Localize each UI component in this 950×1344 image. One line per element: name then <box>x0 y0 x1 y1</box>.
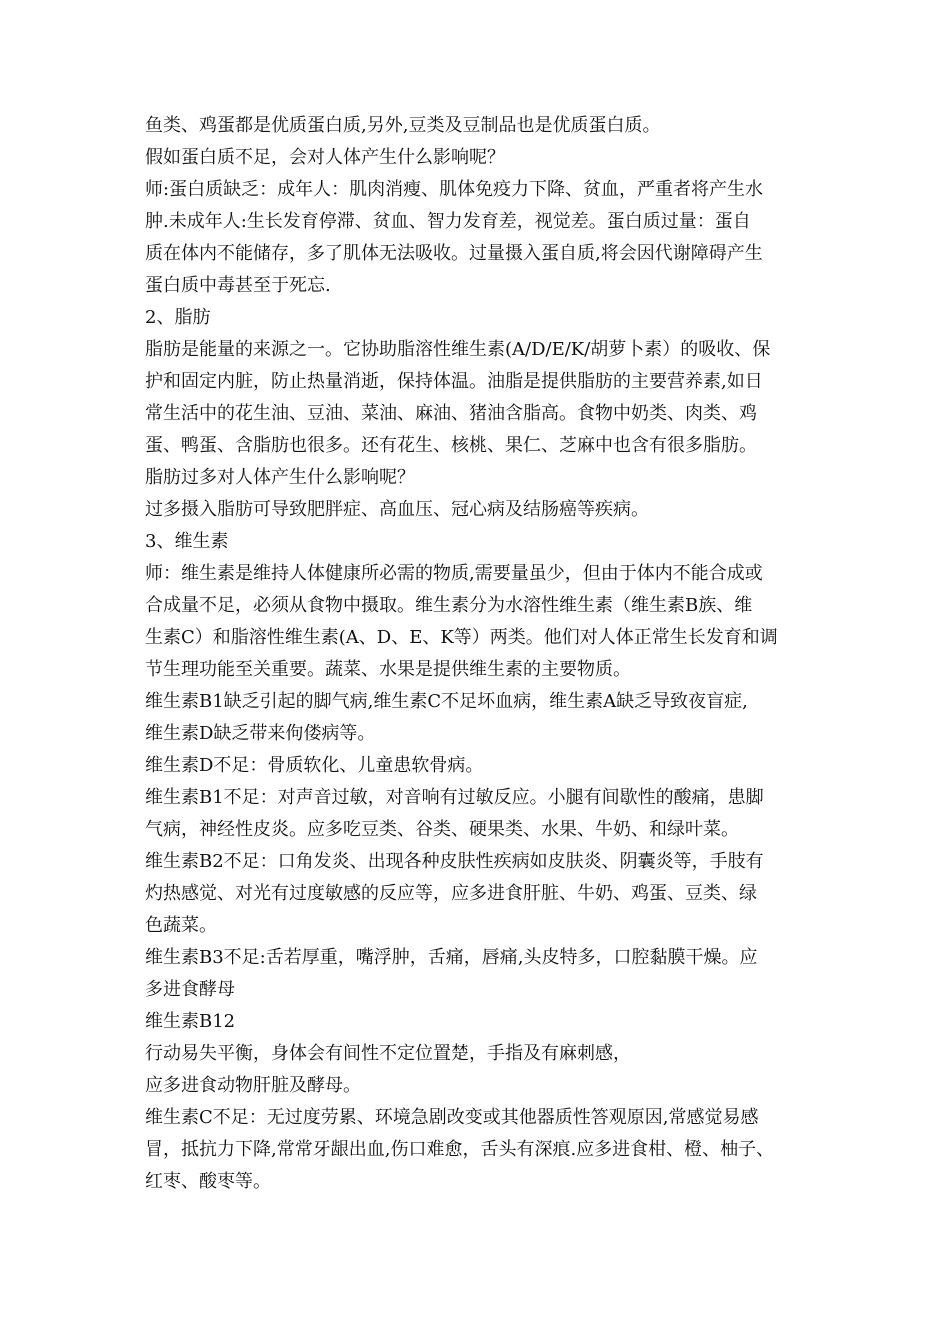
text-line: 过多摄入脂肪可导致肥胖症、高血压、冠心病及结肠癌等疾病。 <box>145 499 649 520</box>
text-line: 脂肪是能量的来源之一。它协助脂溶性维生素(A/D/E/K/胡萝卜素）的吸收、保 <box>145 339 771 360</box>
text-line: 维生素B1缺乏引起的脚气病,维生素C不足坏血病，维生素A缺乏导致夜盲症, <box>145 691 748 712</box>
text-line: 师:蛋白质缺乏：成年人：肌肉消瘦、肌体免疫力下降、贫血，严重者将产生水 <box>145 179 764 200</box>
document-body <box>145 110 825 1198</box>
text-line: 常生活中的花生油、豆油、菜油、麻油、猪油含脂高。食物中奶类、肉类、鸡 <box>145 403 757 424</box>
text-line: 冒，抵抗力下降,常常牙龈出血,伤口难愈，舌头有深痕.应多进食柑、橙、柚子、 <box>145 1139 775 1160</box>
section-heading: 2、脂肪 <box>145 307 211 328</box>
text-line: 维生素C不足：无过度劳累、环境急剧改变或其他器质性答观原因,常感觉易感 <box>145 1107 759 1128</box>
text-line: 应多进食动物肝脏及酵母。 <box>145 1075 361 1096</box>
text-line: 假如蛋白质不足，会对人体产生什么影响呢？ <box>145 147 505 168</box>
text-line: 蛋白质中毒甚至于死忘. <box>145 275 331 296</box>
text-line: 护和固定内脏，防止热量消逝，保持体温。油脂是提供脂肪的主要营养素,如日 <box>145 371 763 392</box>
text-line: 鱼类、鸡蛋都是优质蛋白质,另外,豆类及豆制品也是优质蛋白质。 <box>145 115 661 136</box>
section-heading: 3、维生素 <box>145 531 229 552</box>
text-line: 维生素B2不足：口角发炎、出现各种皮肤性疾病如皮肤炎、阴囊炎等，手肢有 <box>145 851 764 872</box>
text-line: 色蔬菜。 <box>145 915 217 936</box>
text-line: 肿.未成年人:生长发育停滞、贫血、智力发育差，视觉差。蛋白质过量：蛋自 <box>145 211 751 232</box>
text-line: 行动易失平衡，身体会有间性不定位置楚，手指及有麻刺感， <box>145 1043 631 1064</box>
text-line: 维生素D不足：骨质软化、儿童患软骨病。 <box>145 755 484 776</box>
text-line: 维生素B12 <box>145 1011 236 1032</box>
text-line: 蛋、鸭蛋、含脂肪也很多。还有花生、核桃、果仁、芝麻中也含有很多脂肪。 <box>145 435 757 456</box>
text-line: 维生素B3不足:舌若厚重，嘴浮肿，舌痛，唇痛,头皮特多，口腔黏膜干燥。应 <box>145 947 758 968</box>
text-line: 红枣、酸枣等。 <box>145 1171 271 1192</box>
text-line: 生素C）和脂溶性维生素(A、D、E、K等）两类。他们对人体正常生长发育和调 <box>145 627 778 648</box>
text-line: 多进食酵母 <box>145 979 235 1000</box>
text-line: 合成量不足，必须从食物中摄取。维生素分为水溶性维生素（维生素B族、维 <box>145 595 753 616</box>
text-line: 维生素D缺乏带来佝偻病等。 <box>145 723 376 744</box>
text-line: 灼热感觉、对光有过度敏感的反应等，应多进食肝脏、牛奶、鸡蛋、豆类、绿 <box>145 883 757 904</box>
text-line: 节生理功能至关重要。蔬菜、水果是提供维生素的主要物质。 <box>145 659 631 680</box>
text-line: 师：维生素是维持人体健康所必需的物质,需要量虽少，但由于体内不能合成或 <box>145 563 763 584</box>
text-line: 气病，神经性皮炎。应多吃豆类、谷类、硬果类、水果、牛奶、和绿叶菜。 <box>145 819 739 840</box>
text-line: 维生素B1不足：对声音过敏，对音响有过敏反应。小腿有间歇性的酸痛，患脚 <box>145 787 764 808</box>
text-line: 质在体内不能储存，多了肌体无法吸收。过量摄入蛋自质,将会因代谢障碍产生 <box>145 243 763 264</box>
text-line: 脂肪过多对人体产生什么影响呢？ <box>145 467 415 488</box>
